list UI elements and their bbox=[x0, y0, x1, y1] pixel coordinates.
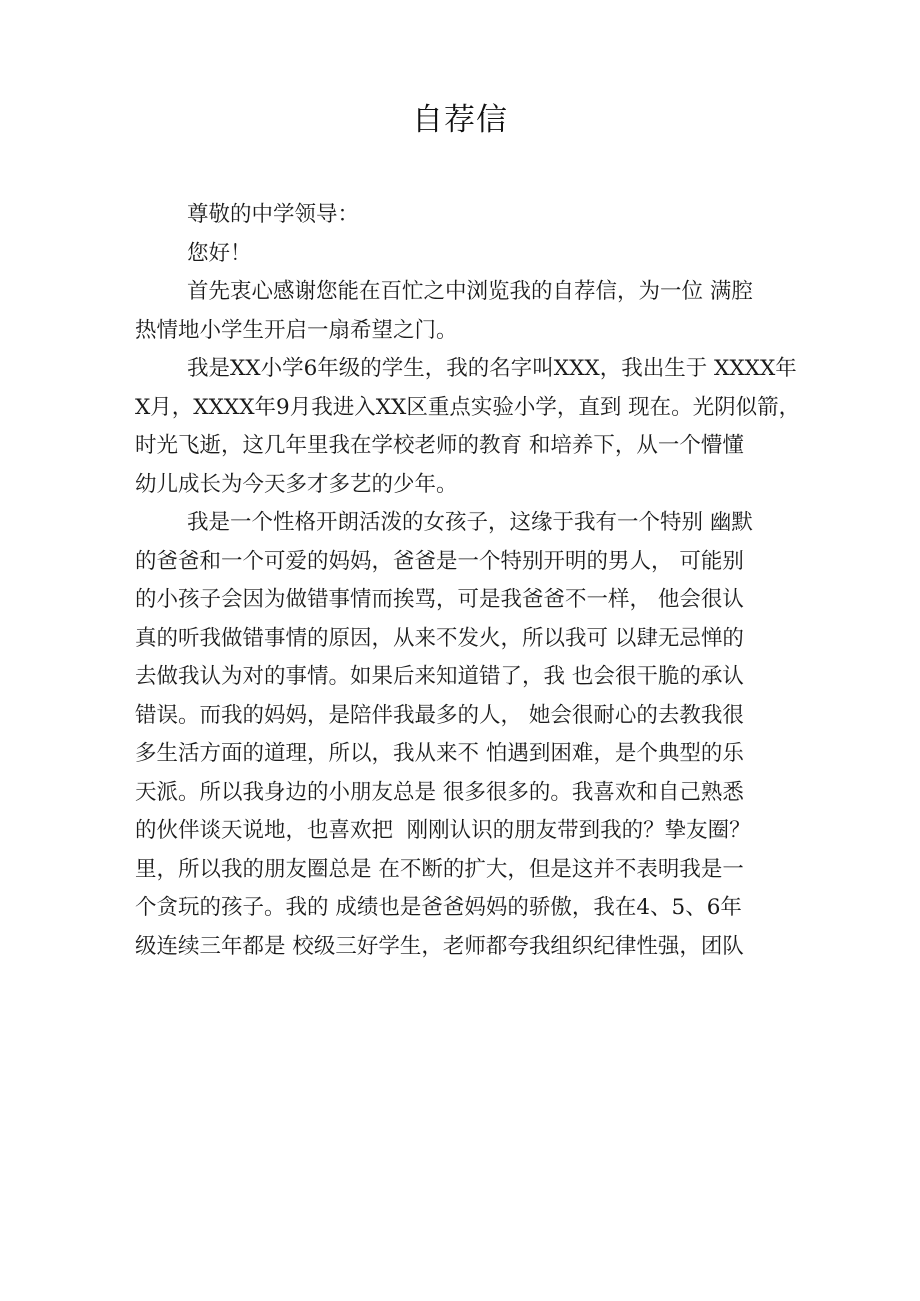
body-line: 真的听我做错事情的原因，从来不发火，所以我可 以肆无忌惮的 bbox=[135, 625, 744, 651]
body-line: 错误。而我的妈妈，是陪伴我最多的人， 她会很耐心的去教我很 bbox=[135, 702, 744, 728]
body-line: 热情地小学生开启一扇希望之门。 bbox=[135, 317, 458, 343]
body-line: 时光飞逝，这几年里我在学校老师的教育 和培养下，从一个懵懂 bbox=[135, 433, 744, 458]
body-line: 的伙伴谈天说地，也喜欢把 刚刚认识的朋友带到我的？挚友圈？ bbox=[135, 818, 751, 843]
body-line: 首先衷心感谢您能在百忙之中浏览我的自荐信，为一位 满腔 bbox=[187, 279, 753, 304]
body-line: 个贪玩的孩子。我的 成绩也是爸爸妈妈的骄傲，我在4、5、6年 bbox=[135, 895, 742, 920]
body-line: 去做我认为对的事情。如果后来知道错了，我 也会很干脆的承认 bbox=[135, 664, 744, 689]
body-line: 级连续三年都是 校级三好学生，老师都夸我组织纪律性强，团队 bbox=[135, 933, 744, 959]
body-line: 我是一个性格开朗活泼的女孩子，这缘于我有一个特别 幽默 bbox=[187, 510, 753, 535]
greeting: 您好！ bbox=[187, 240, 252, 266]
body-line: 我是XX小学6年级的学生，我的名字叫XXX，我出生于 XXXX年 bbox=[187, 356, 797, 381]
body-line: 天派。所以我身边的小朋友总是 很多很多的。我喜欢和自己熟悉 bbox=[135, 779, 744, 805]
body-line: 的小孩子会因为做错事情而挨骂，可是我爸爸不一样， 他会很认 bbox=[135, 587, 744, 612]
body-line: 多生活方面的道理，所以，我从来不 怕遇到困难，是个典型的乐 bbox=[135, 741, 744, 766]
body-line: 的爸爸和一个可爱的妈妈，爸爸是一个特别开明的男人， 可能别 bbox=[135, 548, 744, 574]
letter-body bbox=[135, 196, 801, 966]
body-line: 幼儿成长为今天多才多艺的少年。 bbox=[135, 471, 458, 497]
document-title: 自荐信 bbox=[412, 102, 508, 138]
letter-lines bbox=[135, 273, 801, 966]
salutation: 尊敬的中学领导： bbox=[187, 202, 360, 227]
body-line: 里，所以我的朋友圈总是 在不断的扩大，但是这并不表明我是一 bbox=[135, 856, 744, 882]
body-line: X月，XXXX年9月我进入XX区重点实验小学，直到 现在。光阴似箭， bbox=[135, 394, 801, 420]
